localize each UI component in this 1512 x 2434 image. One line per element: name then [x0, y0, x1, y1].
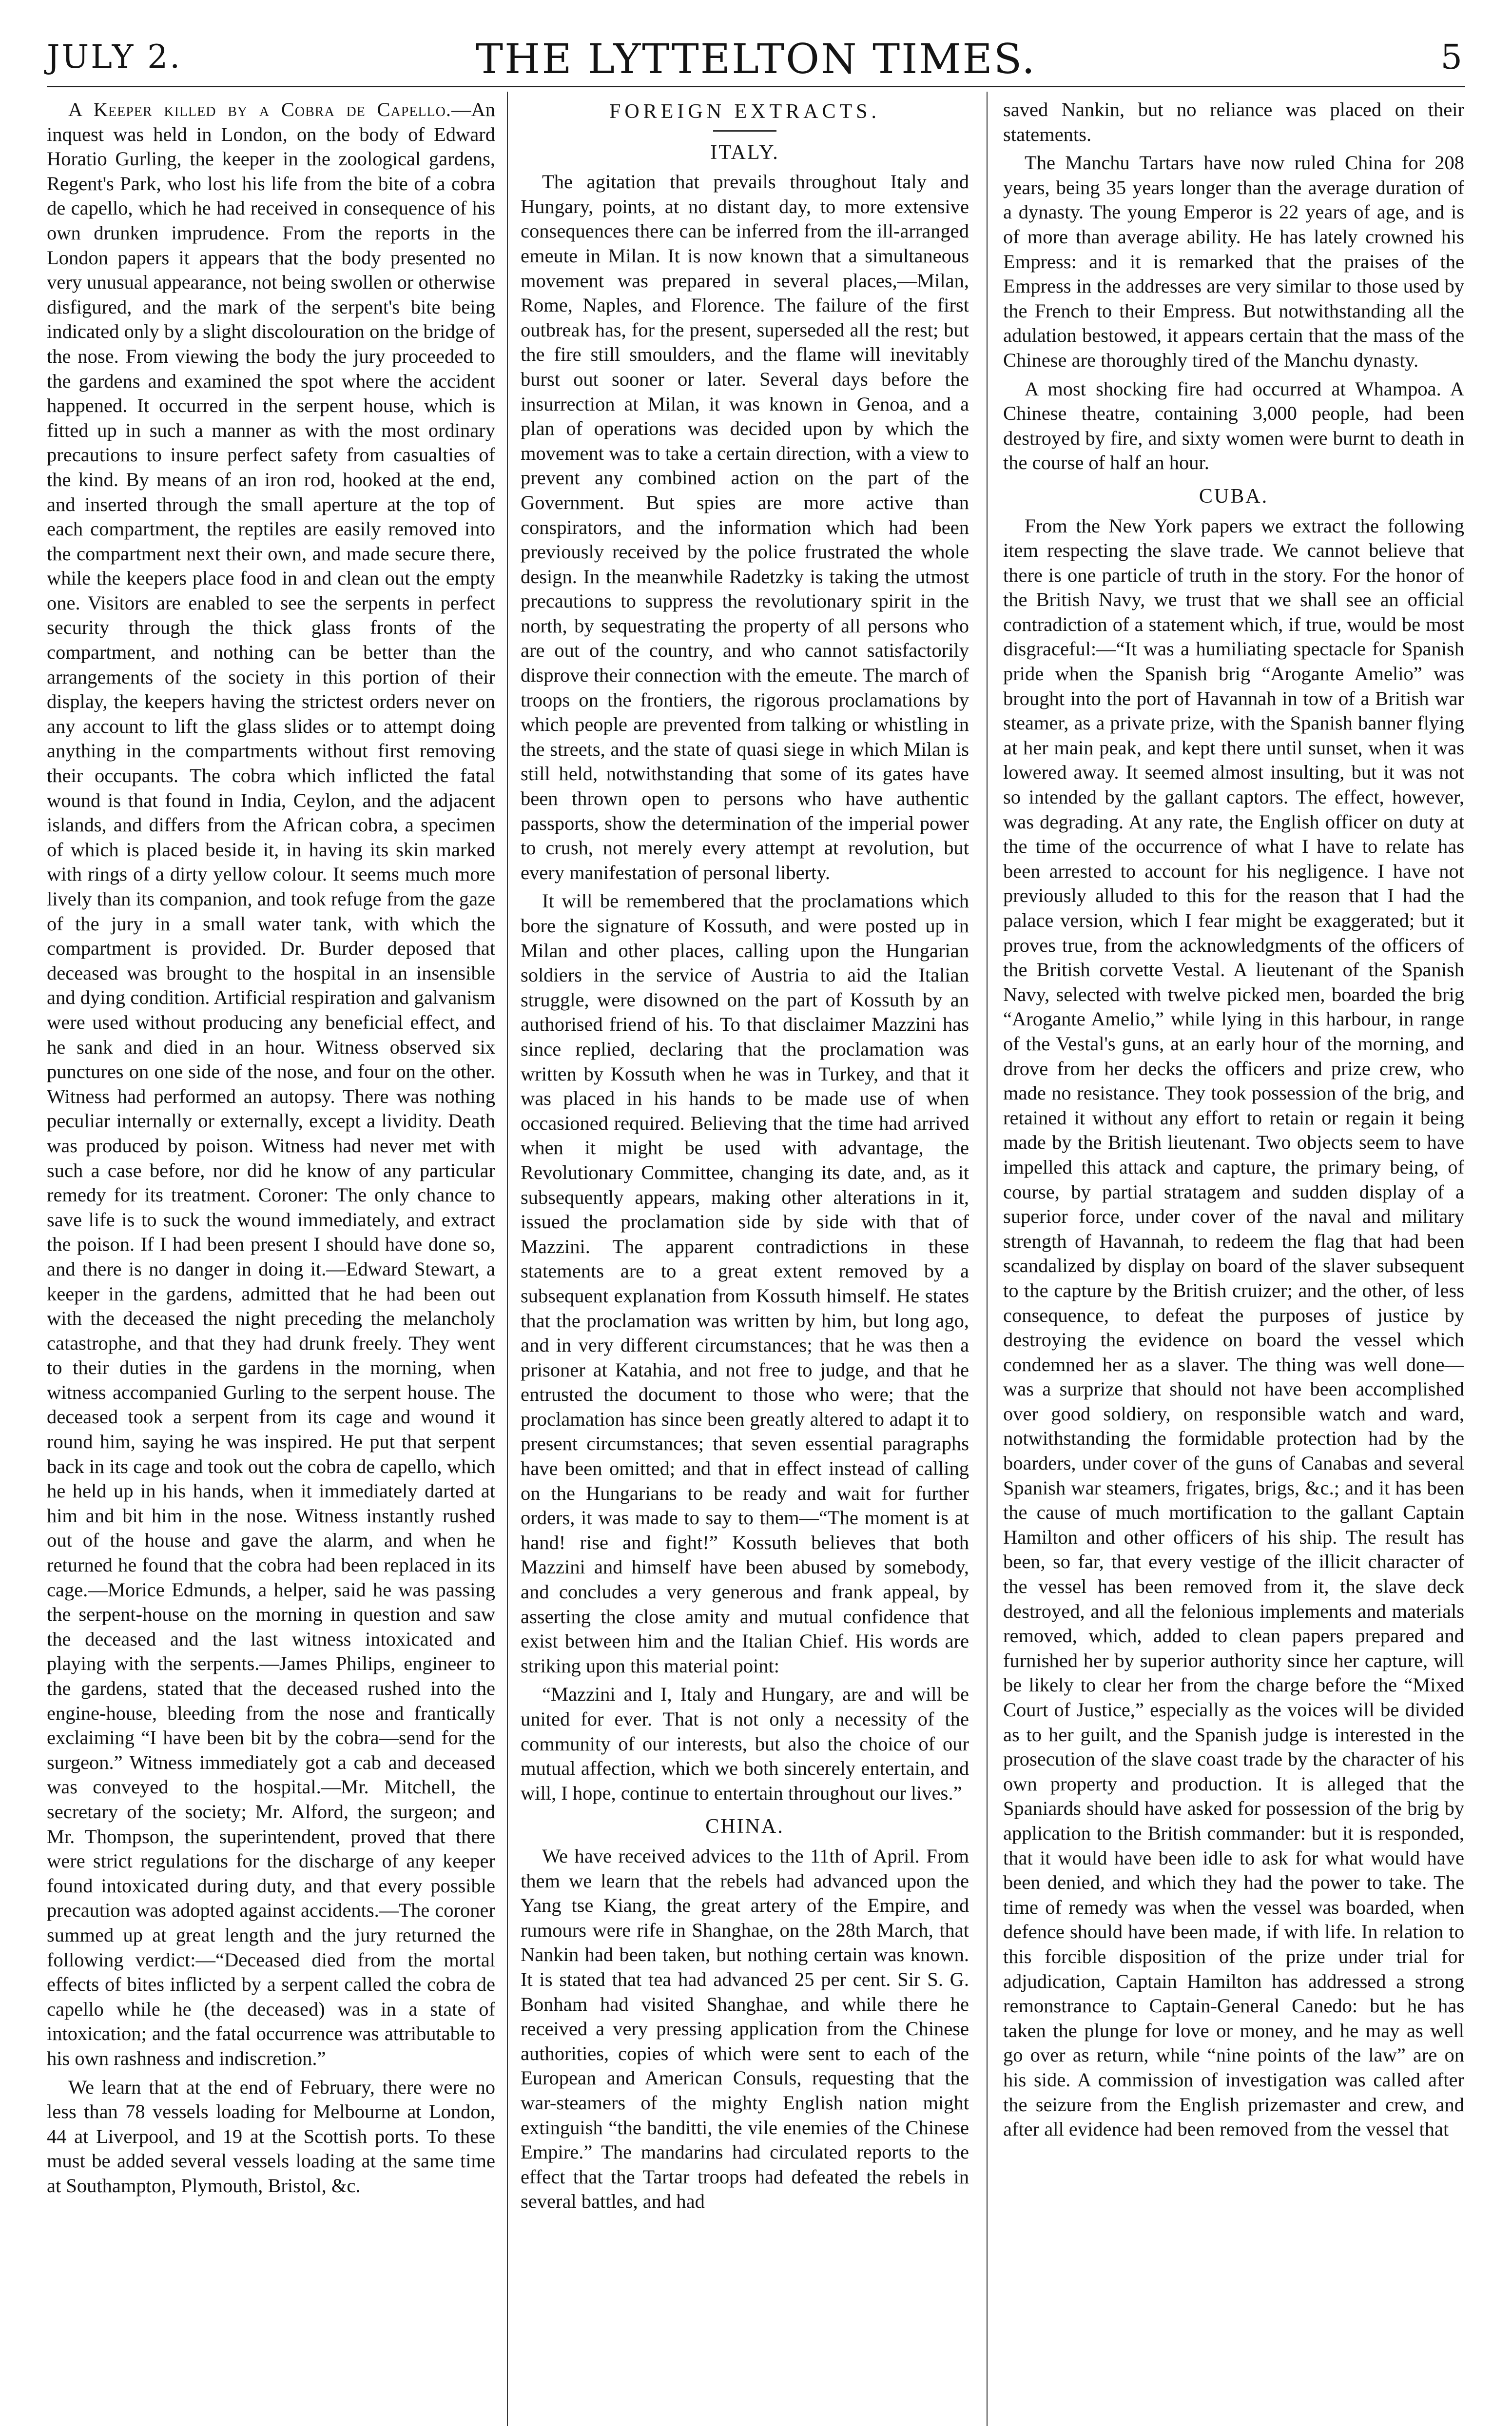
- masthead-rule: [47, 86, 1465, 87]
- column-3: [1003, 98, 1464, 2418]
- issue-date: JULY 2.: [47, 38, 182, 76]
- subsection-title-italy: ITALY.: [710, 141, 779, 164]
- article-text: —An inquest was held in London, on the body of Edward Horatio Gurling, the keeper in the zoological gardens, Regent's Park, who lost his life from the bite of a cobra de capello, which he had received in consequence of his own drunken imprudence. From the reports in the London papers it appears that the body presented no very unusual appearance, not being swollen or otherwise disfigured, and the mark of the serpent's bite being indicated only by a slight discolouration on the bridge of the nose. From viewing the body the jury proceeded to the gardens and examined the spot where the accident happened. It occurred in the serpent house, which is fitted up in such a manner as with the most ordinary precautions to insure perfect safety from casualties of the kind. By means of an iron rod, hooked at the end, and inserted through the small aperture at the top of each compartment, the reptiles are easily removed into the compartment next their own, and made secure there, while the keepers place food in and clean out the empty one. Visitors are enabled to see the serpents in perfect security through the thick glass fronts of the compartment, and nothing can be better than the arrangements of the society in this portion of their display, the keepers having the strictest orders never on any account to lift the glass slides or to attempt doing anything in the compartments without first removing their occupants. The cobra which inflicted the fatal wound is that found in India, Ceylon, and the adjacent islands, and differs from the African cobra, a specimen of which is placed beside it, in having its skin marked with rings of a dirty yellow colour. It seems much more lively than its companion, and took refuge from the gaze of the jury in a small water tank, with which the compartment is provided. Dr. Burder deposed that deceased was brought to the hospital in an insensible and dying condition. Artificial respiration and galvanism were used without producing any beneficial effect, and he sank and died in an hour. Witness observed six punctures on one side of the nose, and four on the other. Witness had performed an autopsy. There was nothing peculiar internally or externally, except a lividity. Death was produced by poison. Witness had never met with such a case before, nor did he know of any particular remedy for its treatment. Coroner: The only chance to save life is to suck the wound immediately, and extract the poison. If I had been present I should have done so, and there is no danger in doing it.—Edward Stewart, a keeper in the gardens, admitted that he had been out with the deceased the night preceding the melancholy catastrophe, and that they had drunk freely. They went to their duties in the gardens in the morning, when witness accompanied Gurling to the serpent house. The deceased took a serpent from its cage and wound it round him, saying he was inspired. He put that serpent back in its cage and took out the cobra de capello, which he held up in his hands, when it immediately darted at him and bit him in the nose. Witness instantly rushed out of the house and gave the alarm, and when he returned he found that the cobra had been replaced in its cage.—Morice Edmunds, a helper, said he was passing the serpent-house on the morning in question and saw the deceased and the last witness intoxicated and playing with the serpents.—James Philips, engineer to the gardens, stated that the deceased rushed into the engine-house, bleeding from the nose and frantically exclaiming “I have been bit by the cobra—send for the surgeon.” Witness immediately got a cab and deceased was conveyed to the hospital.—Mr. Mitchell, the secretary of the society; Mr. Alford, the surgeon; and Mr. Thompson, the superintendent, proved that there were strict regulations for the discharge of any keeper found intoxicated during duty, and that every possible precaution was adopted against accidents.—The coroner summed up at great length and the jury returned the following verdict:—“Deceased died from the mortal effects of bites inflicted by a serpent called the cobra de capello while he (the deceased) was in a state of intoxication; and the fatal occurrence was attributable to his own rashness and indiscretion.”: [47, 98, 495, 2069]
- paragraph: It will be remembered that the proclamations which bore the signature of Kossuth, and were posted up in Milan and other places, calling upon the Hungarian soldiers in the service of Austria to aid the Italian struggle, were disowned on the part of Kossuth by an authorised friend of his. To that disclaimer Mazzini has since replied, declaring that the proclamation was written by Kossuth when he was in Turkey, and that it was placed in his hands to be made use of when occasioned required. Believing that the time had arrived when it might be used with advantage, the Revolutionary Committee, changing its date, and, as it subsequently appears, making other alterations in it, issued the proclamation side by side with that of Mazzini. The apparent contradictions in these statements are to a great extent removed by a subsequent explanation from Kossuth himself. He states that the proclamation was written by him, but long ago, and in very different circumstances; that he was then a prisoner at Katahia, and not free to judge, and that he entrusted the document to those who were; that the proclamation has since been greatly altered to adapt it to present circumstances; that seven essential paragraphs have been omitted; and that in effect instead of calling on the Hungarians to be ready and wait for further orders, it was made to say to them—“The moment is at hand! rise and fight!” Kossuth believes that both Mazzini and himself have been abused by somebody, and concludes a very generous and frank appeal, by asserting the close amity and mutual confidence that exist between him and the Italian Chief. His words are striking upon this material point:: [521, 890, 969, 1677]
- quotation: “Mazzini and I, Italy and Hungary, are and will be united for ever. That is not only a necessity of the community of our interests, but also the choice of our mutual affection, which we both sincerely entertain, and will, I hope, continue to entertain throughout our lives.”: [521, 1683, 969, 1804]
- paragraph: The Manchu Tartars have now ruled China for 208 years, being 35 years longer than the average duration of a dynasty. The young Emperor is 22 years of age, and is of more than average ability. He has lately crowned his Empress: and it is remarked that the praises of the Empress in the addresses are very similar to those used by the French to their Empress. But notwithstanding all the adulation bestowed, it appears certain that the mass of the Chinese are thoroughly tired of the Manchu dynasty.: [1003, 152, 1464, 371]
- paragraph: A most shocking fire had occurred at Whampoa. A Chinese theatre, containing 3,000 people, had been destroyed by fire, and sixty women were burnt to death in the course of half an hour.: [1003, 377, 1464, 474]
- article-melbourne-vessels: [47, 2075, 495, 2198]
- column-2: [521, 98, 969, 2418]
- paragraph: From the New York papers we extract the following item respecting the slave trade. We cannot believe that there is one particle of truth in the story. For the honor of the British Navy, we trust that we shall see an official contradiction of a statement which, if true, would be most disgraceful:—“It was a humiliating spectacle for Spanish pride when the Spanish brig “Arogante Amelio” was brought into the port of Havannah in tow of a British war steamer, as a private prize, with the Spanish banner flying at her main peak, and kept there until sunset, when it was lowered away. It seemed almost insulting, but it was not so intended by the gallant captors. The effect, however, was degrading. At any rate, the English officer on duty at the time of the occurrence of what I have to relate has been arrested to account for his negligence. I have not previously alluded to this for the reason that I had the palace version, which I fear might be exaggerated; but it proves true, from the acknowledgments of the officers of the British corvette Vestal. A lieutenant of the Spanish Navy, selected with twelve picked men, boarded the brig “Arogante Amelio,” while lying in this harbour, in range of the Vestal's guns, at an early hour of the morning, and drove from her decks the officers and prize crew, who made no resistance. They took possession of the brig, and retained it without any effort to retain or regain it being made by the British lieutenant. Two objects seem to have impelled this attack and capture, the primary being, of course, by partial stratagem and sudden display of a superior force, under cover of the naval and military strength of Havannah, to redeem the flag that had been scandalized by display on board of the slaver subsequent to the capture by the British cruizer; and the other, of less consequence, to defeat the purposes of justice by destroying the evidence on board the vessel which condemned her as a slaver. The thing was well done—was a surprize that should not have been accomplished over good soldiery, on responsible watch and ward, notwithstanding the formidable protection had by the boarders, under cover of the guns of Canabas and several Spanish war steamers, frigates, brigs, &c.; and it has been the cause of much mortification to the gallant Captain Hamilton and other officers of his ship. The result has been, so far, that every vestige of the illicit character of the vessel has been removed from it, the slave deck destroyed, and all the felonious implements and materials removed, which, added to clean papers prepared and furnished her by superior authority since her capture, will be likely to clear her from the charge before the “Mixed Court of Justice,” especially as the voices will be divided as to her guilt, and the Spanish judge is interested in the prosecution of the slave coast trade by the character of his own property and production. It is alleged that the Spaniards should have asked for possession of the brig by application to the British commander: but it is responded, that it would have been idle to ask for what would have been denied, and which they had the power to take. The time of remedy was when the vessel was boarded, when defence should have been made, if with life. In relation to this forcible disposition of the prize under trial for adjudication, Captain Hamilton has addressed a strong remonstrance to Captain-General Canedo: but he has taken the plunge for love or money, and he may as well go over as return, while “nine points of the law” are on his side. A commission of investigation was called after the seizure from the English prizemaster and crew, and after all evidence had been removed from the vessel that: [1003, 514, 1464, 2140]
- column-1: [47, 98, 495, 2418]
- article-cobra-keeper: [47, 98, 495, 2071]
- column-divider: [507, 92, 508, 2426]
- page-number: 5: [1440, 37, 1462, 77]
- column-divider: [987, 92, 988, 2426]
- masthead: [47, 31, 1465, 95]
- article-text: We learn that at the end of February, there were no less than 78 vessels loading for Melbourne at London, 44 at Liverpool, and 19 at the Scottish ports. To these must be added several vessels loading at the same time at Southampton, Plymouth, Bristol, &c.: [47, 2076, 495, 2197]
- article-lead: A Keeper killed by a Cobra de Capello.: [68, 98, 451, 120]
- paragraph: The agitation that prevails throughout Italy and Hungary, points, at no distant day, to more extensive consequences there can be inferred from the ill-arranged emeute in Milan. It is now known that a simultaneous movement was prepared in several places,—Milan, Rome, Naples, and Florence. The failure of the first outbreak has, for the present, superseded all the rest; but the fire still smoulders, and the flame will inevitably burst out sooner or later. Several days before the insurrection at Milan, it was known in Genoa, and a plan of operations was decided upon by which the movement was to take a certain direction, with a view to prevent any combined action on the part of the Government. But spies are more active than conspirators, and the information which had been previously received by the police frustrated the whole design. In the meanwhile Radetzky is taking the utmost precautions to suppress the revolutionary spirit in the north, by sequestrating the property of all persons who are out of the country, and who cannot satisfactorily disprove their connection with the emeute. The march of troops on the frontiers, the rigorous proclamations by which people are prevented from talking or whistling in the streets, and the state of quasi siege in which Milan is still held, notwithstanding that some of its gates have been thrown open to persons who have authentic passports, show the determination of the imperial power to crush, not merely every attempt at revolution, but every manifestation of personal liberty.: [521, 171, 969, 883]
- heading-rule: [713, 130, 776, 132]
- paragraph: We have received advices to the 11th of April. From them we learn that the rebels had advanced upon the Yang tse Kiang, the great artery of the Empire, and rumours were rife in Shanghae, on the 28th March, that Nankin had been taken, but nothing certain was known. It is stated that tea had advanced 25 per cent. Sir S. G. Bonham had visited Shanghae, and while there he received a very pressing application from the Chinese authorities, copies of which were sent to each of the European and American Consuls, requesting that the war-steamers of the mighty English nation might extinguish “the banditti, the vile enemies of the Chinese Empire.” The mandarins had circulated reports to the effect that the Tartar troops had defeated the rebels in several battles, and had: [521, 1845, 969, 2213]
- section-heading: FOREIGN EXTRACTS.: [609, 100, 881, 123]
- newspaper-title: THE LYTTELTON TIMES.: [476, 35, 1036, 83]
- subsection-title-china: CHINA.: [705, 1815, 784, 1838]
- subsection-title-cuba: CUBA.: [1199, 485, 1269, 508]
- paragraph: saved Nankin, but no reliance was placed on their statements.: [1003, 98, 1464, 145]
